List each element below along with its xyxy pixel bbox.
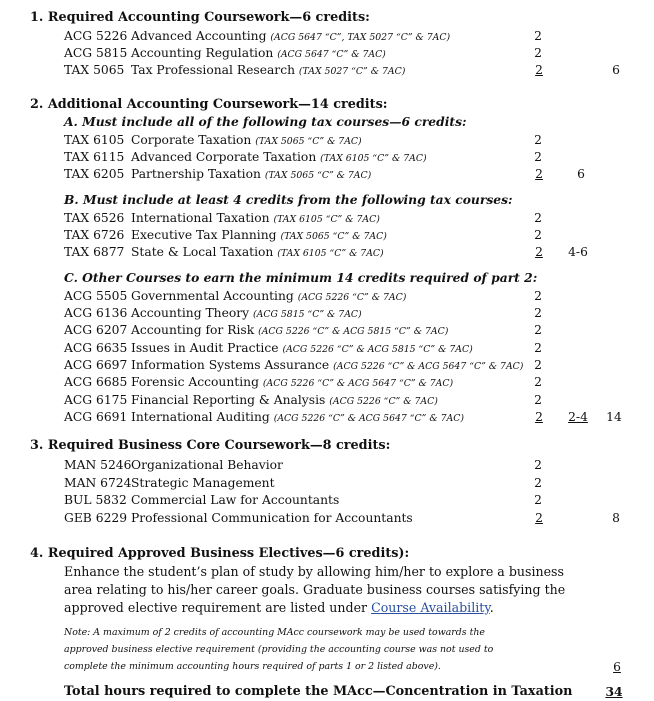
course-prereq: (ACG 5226 “C” & 7AC) bbox=[297, 292, 407, 303]
credits: 2 bbox=[534, 458, 542, 472]
section-1-total: 6 bbox=[612, 63, 620, 77]
course-code: ACG 6136 bbox=[64, 306, 128, 320]
note-line: approved business elective requirement (providing the accounting course was not used to bbox=[64, 644, 494, 655]
course-code: ACG 5815 bbox=[64, 46, 128, 60]
grand-total-value: 34 bbox=[605, 684, 623, 699]
course-row bbox=[64, 305, 362, 323]
course-prereq: (TAX 5065 “C” & 7AC) bbox=[255, 136, 362, 147]
section-2-total: 14 bbox=[606, 410, 622, 424]
course-row bbox=[64, 62, 405, 80]
section-4-paragraph-line: area relating to his/her career goals. Graduate business courses satisfying the bbox=[64, 582, 566, 597]
section-2c-title: C. Other Courses to earn the minimum 14 credits required of part 2: bbox=[64, 270, 538, 285]
section-2a-subtotal: 6 bbox=[577, 167, 585, 181]
credits: 2 bbox=[535, 511, 543, 525]
section-2b-title: B. Must include at least 4 credits from the following tax courses: bbox=[64, 192, 513, 207]
course-row bbox=[64, 210, 380, 228]
course-name: International Auditing bbox=[131, 410, 270, 424]
course-name: Strategic Management bbox=[131, 476, 275, 490]
course-row bbox=[64, 227, 387, 245]
credits: 2 bbox=[534, 289, 542, 303]
grand-total-label: Total hours required to complete the MAcc—Concentration in Taxation bbox=[64, 684, 573, 699]
course-prereq: (TAX 5065 “C” & 7AC) bbox=[264, 170, 372, 181]
course-prereq: (ACG 5226 “C” & ACG 5647 “C” & 7AC) bbox=[262, 378, 454, 389]
course-code: ACG 6685 bbox=[64, 375, 128, 389]
course-name: Accounting Regulation bbox=[131, 46, 274, 60]
course-prereq: (TAX 6105 “C” & 7AC) bbox=[320, 153, 427, 164]
course-name: Governmental Accounting bbox=[131, 289, 294, 303]
section-2c-subtotal: 2-4 bbox=[568, 410, 588, 424]
credits: 2 bbox=[534, 150, 542, 164]
course-prereq: (TAX 6105 “C” & 7AC) bbox=[277, 248, 384, 259]
course-row bbox=[64, 340, 473, 358]
credits: 2 bbox=[535, 63, 543, 77]
section-4-paragraph-line: Enhance the student’s plan of study by allowing him/her to explore a business bbox=[64, 564, 564, 579]
course-code: MAN 5246 bbox=[64, 458, 132, 472]
course-prereq: (ACG 5226 “C” & ACG 5647 “C” & 7AC) bbox=[333, 361, 524, 372]
course-code: ACG 5505 bbox=[64, 289, 128, 303]
course-row bbox=[64, 288, 406, 306]
course-name: Advanced Corporate Taxation bbox=[131, 150, 317, 164]
credits: 2 bbox=[534, 29, 542, 43]
section-4-title: 4. Required Approved Business Electives—6 credits): bbox=[30, 546, 410, 561]
course-prereq: (ACG 5226 “C” & ACG 5647 “C” & 7AC) bbox=[273, 413, 464, 424]
course-code: ACG 5226 bbox=[64, 29, 128, 43]
course-row bbox=[64, 132, 362, 150]
course-row bbox=[64, 510, 413, 526]
course-name: Financial Reporting & Analysis bbox=[131, 393, 326, 407]
credits: 2 bbox=[534, 46, 542, 60]
credits: 2 bbox=[534, 375, 542, 389]
course-code: TAX 6726 bbox=[64, 228, 125, 242]
course-name: Partnership Taxation bbox=[131, 167, 261, 181]
note-line: complete the minimum accounting hours required of parts 1 or 2 listed above). bbox=[64, 661, 441, 672]
section-4-total: 6 bbox=[613, 660, 621, 674]
course-code: BUL 5832 bbox=[64, 493, 127, 507]
credits: 2 bbox=[534, 341, 542, 355]
course-prereq: (ACG 5815 “C” & 7AC) bbox=[253, 309, 362, 320]
course-row bbox=[64, 357, 523, 375]
course-row bbox=[64, 492, 339, 508]
course-code: ACG 6175 bbox=[64, 393, 128, 407]
credits: 2 bbox=[534, 493, 542, 507]
course-name: Tax Professional Research bbox=[131, 63, 295, 77]
course-code: ACG 6697 bbox=[64, 358, 128, 372]
course-prereq: (ACG 5647 “C” & 7AC) bbox=[277, 49, 386, 60]
course-prereq: (ACG 5226 “C” & 7AC) bbox=[329, 396, 438, 407]
course-code: TAX 6115 bbox=[64, 150, 125, 164]
course-row bbox=[64, 457, 283, 473]
course-prereq: (TAX 5065 “C” & 7AC) bbox=[280, 231, 387, 242]
course-row bbox=[64, 392, 438, 410]
section-2b-subtotal: 4-6 bbox=[568, 245, 588, 259]
course-name: Professional Communication for Accountants bbox=[131, 511, 413, 525]
credits: 2 bbox=[534, 228, 542, 242]
course-name: Organizational Behavior bbox=[131, 458, 283, 472]
course-row bbox=[64, 374, 453, 392]
course-code: TAX 5065 bbox=[64, 63, 125, 77]
paragraph-text: approved elective requirement are listed under bbox=[64, 600, 372, 615]
course-prereq: (ACG 5226 “C” & ACG 5815 “C” & 7AC) bbox=[282, 344, 473, 355]
course-row bbox=[64, 149, 427, 167]
course-code: GEB 6229 bbox=[64, 511, 128, 525]
section-3-title: 3. Required Business Core Coursework—8 credits: bbox=[30, 438, 391, 453]
course-row bbox=[64, 166, 371, 184]
course-prereq: (TAX 5027 “C” & 7AC) bbox=[298, 66, 406, 77]
course-name: Accounting Theory bbox=[131, 306, 250, 320]
course-availability-link[interactable]: Course Availability bbox=[371, 600, 490, 615]
credits: 2 bbox=[534, 133, 542, 147]
course-name: Information Systems Assurance bbox=[131, 358, 330, 372]
course-name: Corporate Taxation bbox=[131, 133, 252, 147]
section-2-title: 2. Additional Accounting Coursework—14 credits: bbox=[30, 97, 388, 112]
course-row bbox=[64, 409, 464, 427]
course-name: Accounting for Risk bbox=[131, 323, 255, 337]
course-name: Forensic Accounting bbox=[131, 375, 259, 389]
course-prereq: (ACG 5647 “C”, TAX 5027 “C” & 7AC) bbox=[270, 32, 451, 43]
course-name: State & Local Taxation bbox=[131, 245, 274, 259]
section-4-paragraph-line bbox=[64, 600, 494, 616]
course-row bbox=[64, 244, 384, 262]
credits: 2 bbox=[534, 323, 542, 337]
course-code: ACG 6691 bbox=[64, 410, 128, 424]
course-code: MAN 6724 bbox=[64, 476, 132, 490]
course-name: Advanced Accounting bbox=[131, 29, 267, 43]
course-name: Issues in Audit Practice bbox=[131, 341, 279, 355]
course-code: TAX 6205 bbox=[64, 167, 125, 181]
note-line: Note: A maximum of 2 credits of accounting MAcc coursework may be used towards the bbox=[64, 627, 485, 638]
course-code: ACG 6635 bbox=[64, 341, 128, 355]
credits: 2 bbox=[535, 410, 543, 424]
course-row bbox=[64, 475, 275, 491]
course-code: TAX 6526 bbox=[64, 211, 125, 225]
credits: 2 bbox=[535, 245, 543, 259]
course-row bbox=[64, 45, 386, 63]
course-prereq: (ACG 5226 “C” & ACG 5815 “C” & 7AC) bbox=[258, 326, 449, 337]
course-name: International Taxation bbox=[131, 211, 270, 225]
credits: 2 bbox=[534, 211, 542, 225]
course-code: ACG 6207 bbox=[64, 323, 128, 337]
credits: 2 bbox=[534, 306, 542, 320]
credits: 2 bbox=[535, 167, 543, 181]
section-2a-title: A. Must include all of the following tax courses—6 credits: bbox=[64, 114, 467, 129]
course-code: TAX 6877 bbox=[64, 245, 125, 259]
credits: 2 bbox=[534, 476, 542, 490]
section-1-title: 1. Required Accounting Coursework—6 credits: bbox=[30, 10, 370, 25]
course-prereq: (TAX 6105 “C” & 7AC) bbox=[273, 214, 380, 225]
course-code: TAX 6105 bbox=[64, 133, 125, 147]
course-name: Executive Tax Planning bbox=[131, 228, 277, 242]
course-row bbox=[64, 322, 448, 340]
credits: 2 bbox=[534, 358, 542, 372]
course-name: Commercial Law for Accountants bbox=[131, 493, 340, 507]
course-row bbox=[64, 28, 450, 46]
credits: 2 bbox=[534, 393, 542, 407]
paragraph-text: . bbox=[489, 600, 494, 615]
section-3-total: 8 bbox=[612, 511, 620, 525]
